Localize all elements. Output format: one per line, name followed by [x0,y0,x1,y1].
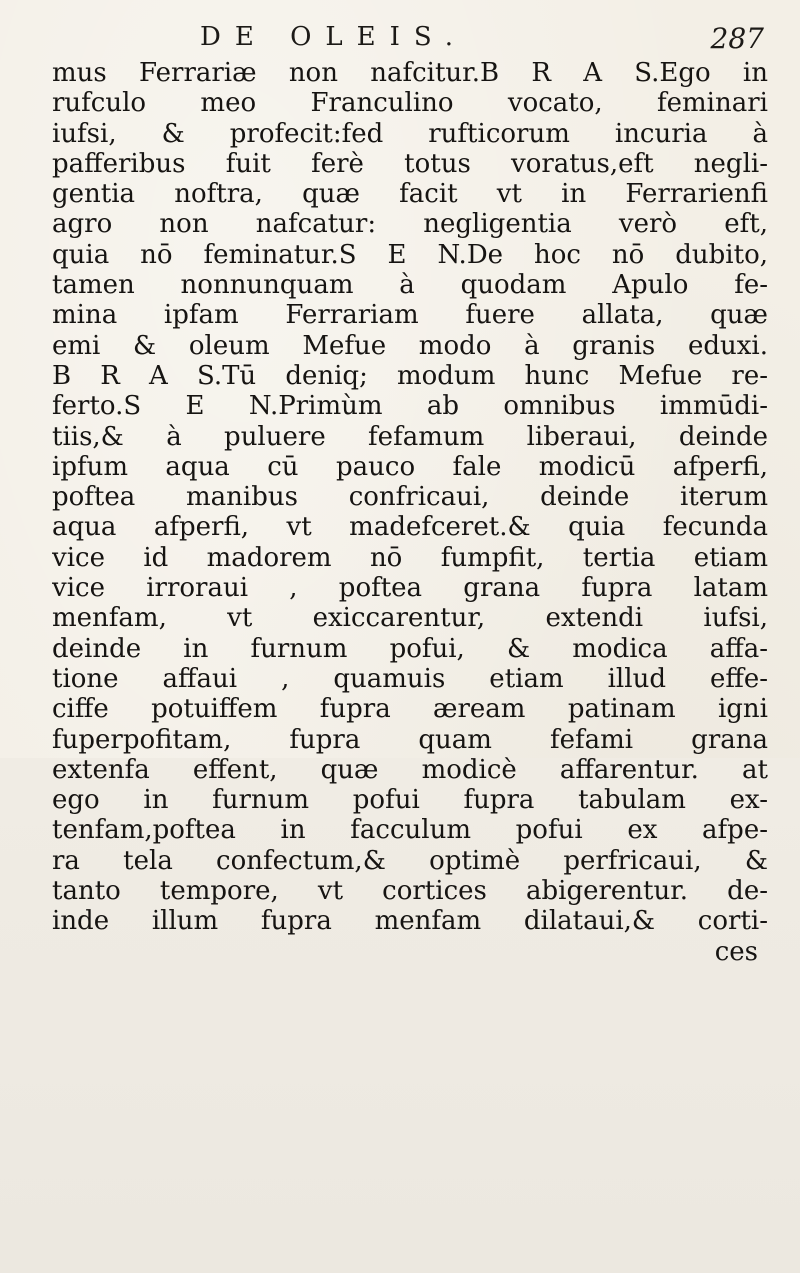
text-line: tamen nonnunquam à quodam Apulo fe- [52,270,768,301]
text-line: fuperpofitam, fupra quam fefami grana [52,724,768,755]
catchword: ces [714,936,758,967]
text-line: tenfam,poftea in facculum pofui ex afpe- [52,815,768,846]
text-line: mus Ferrariæ non nafcitur.B R A S.Ego in [52,58,768,88]
text-line: ra tela confectum,& optimè perfricaui, & [52,845,768,876]
text-line: menfam, vt exiccarentur, extendi iufsi, [52,603,768,634]
text-line: quia nō feminatur.S E N.De hoc nō dubito, [52,239,768,270]
text-line: rufculo meo Franculino vocato, feminari [52,88,768,119]
text-line: agro non nafcatur: negligentia verò eft, [52,209,768,240]
text-line: vice id madorem nō fumpfit, tertia etiam [52,542,768,573]
text-line: aqua afperfi, vt madefceret.& quia fecunda [52,512,768,543]
text-line: mina ipfam Ferrariam fuere allata, quæ [52,300,768,331]
text-line: ciffe potuiffem fupra æream patinam igni [52,694,768,725]
text-line: gentia noftra, quæ facit vt in Ferrarienfi [52,179,768,210]
text-line: B R A S.Tū deniq; modum hunc Mefue re- [52,360,768,391]
text-line: ego in furnum pofui fupra tabulam ex- [52,785,768,816]
text-line: pafferibus fuit ferè totus voratus,eft negli- [52,148,768,179]
page-number: 287 [710,22,764,55]
body-text [52,58,768,967]
text-line: ipfum aqua cū pauco fale modicū afperfi, [52,451,768,482]
text-line: tione affaui , quamuis etiam illud effe- [52,663,768,694]
text-line: inde illum fupra menfam dilataui,& corti- [52,906,768,937]
text-line: emi & oleum Mefue modo à granis eduxi. [52,330,768,361]
text-line: poftea manibus confricaui, deinde iterum [52,482,768,513]
text-line: tiis,& à puluere fefamum liberaui, deinde [52,421,768,452]
text-line: deinde in furnum pofui, & modica affa- [52,633,768,664]
running-head: DE OLEIS. [200,22,468,52]
text-line: vice irroraui , poftea grana fupra latam [52,573,768,604]
text-line: iufsi, & profecit:fed rufticorum incuria à [52,118,768,149]
text-line: ferto.S E N.Primùm ab omnibus immūdi- [52,391,768,422]
page-header [0,18,800,58]
text-line: extenfa effent, quæ modicè affarentur. at [52,754,768,785]
text-line: tanto tempore, vt cortices abigerentur. de- [52,876,768,907]
